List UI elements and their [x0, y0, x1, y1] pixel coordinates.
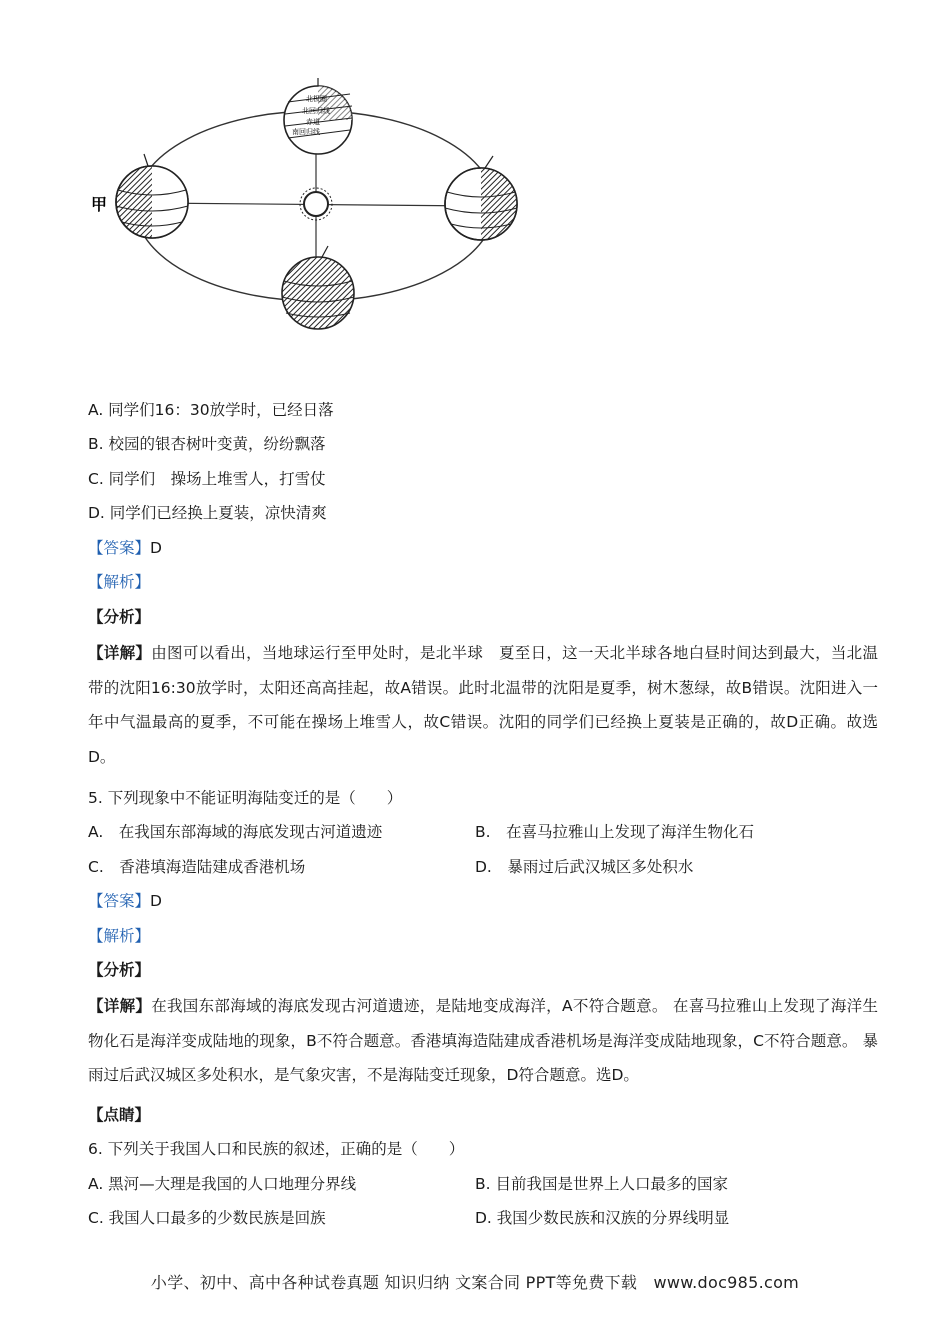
- earth-top-globe: [284, 78, 352, 154]
- q5-answer-label: 【答案】: [88, 892, 151, 910]
- q5-option-d: D. 暴雨过后武汉城区多处积水: [475, 858, 694, 876]
- q6-option-a: A. 黑河—大理是我国的人口地理分界线: [88, 1175, 357, 1193]
- q5-dianjing-label: 【点睛】: [88, 1106, 151, 1124]
- q4-detail-label: 【详解】: [88, 644, 152, 662]
- q4-jiexi-label: 【解析】: [88, 573, 151, 591]
- q5-option-c: C. 香港填海造陆建成香港机场: [88, 858, 306, 876]
- q4-option-b: B. 校园的银杏树叶变黄，纷纷飘落: [88, 435, 326, 453]
- label-jia: 甲: [91, 195, 108, 214]
- q4-answer: [88, 537, 162, 559]
- page-footer: 小学、初中、高中各种试卷真题 知识归纳 文案合同 PPT等免费下载 www.doc985.com: [150, 1273, 800, 1292]
- earth-bottom-globe: [282, 246, 354, 329]
- label-arctic-circle: 北极圈: [306, 95, 327, 103]
- q5-detail: [88, 989, 878, 1093]
- sun-icon: [300, 188, 332, 220]
- q5-jiexi-label: 【解析】: [88, 927, 151, 945]
- label-tropic-cancer: 北回归线: [302, 107, 330, 115]
- q4-option-c: C. 同学们 操场上堆雪人，打雪仗: [88, 470, 326, 488]
- earth-right-globe: [445, 156, 517, 240]
- label-equator: 赤道: [306, 118, 320, 126]
- q4-detail-text: 由图可以看出，当地球运行至甲处时，是北半球 夏至日，这一天北半球各地白昼时间达到最大，当北温带的沈阳16:30放学时，太阳还高高挂起，故A错误。此时北温带的沈阳是夏季，树木葱绿，故B错误。沈阳进入一年中气温最高的夏季，不可能在操场上堆雪人，故C错误。沈阳的同学们已经换上夏装是正确的，故D正确。故选D。: [88, 644, 878, 766]
- q4-answer-label: 【答案】: [88, 539, 151, 557]
- q4-option-d: D. 同学们已经换上夏装，凉快清爽: [88, 504, 327, 522]
- q6-stem: 6. 下列关于我国人口和民族的叙述，正确的是（ ）: [88, 1140, 465, 1158]
- q6-option-b: B. 目前我国是世界上人口最多的国家: [475, 1175, 728, 1193]
- earth-orbit-diagram: [88, 78, 528, 358]
- q5-stem: 5. 下列现象中不能证明海陆变迁的是（ ）: [88, 789, 403, 807]
- q4-detail: [88, 636, 878, 774]
- q5-fenxi-label: 【分析】: [88, 961, 151, 979]
- q4-answer-value: D: [150, 539, 162, 557]
- q5-detail-text: 在我国东部海域的海底发现古河道遗迹，是陆地变成海洋，A不符合题意。 在喜马拉雅山上发现了海洋生物化石是海洋变成陆地的现象，B不符合题意。香港填海造陆建成香港机场是海洋变成陆地现象，C不符合题意。 暴雨过后武汉城区多处积水，是气象灾害，不是海陆变迁现象，D符合题意。选D。: [88, 997, 878, 1084]
- q4-option-a: A. 同学们16：30放学时，已经日落: [88, 401, 334, 419]
- q6-option-d: D. 我国少数民族和汉族的分界线明显: [475, 1209, 730, 1227]
- q5-option-a: A. 在我国东部海域的海底发现古河道遗迹: [88, 823, 383, 841]
- q5-answer-value: D: [150, 892, 162, 910]
- q5-detail-label: 【详解】: [88, 997, 152, 1015]
- q5-option-b: B. 在喜马拉雅山上发现了海洋生物化石: [475, 823, 755, 841]
- q4-fenxi-label: 【分析】: [88, 608, 151, 626]
- earth-left-globe: [116, 154, 188, 238]
- q5-answer: [88, 890, 162, 912]
- label-tropic-capricorn: 南回归线: [292, 128, 320, 136]
- q6-option-c: C. 我国人口最多的少数民族是回族: [88, 1209, 326, 1227]
